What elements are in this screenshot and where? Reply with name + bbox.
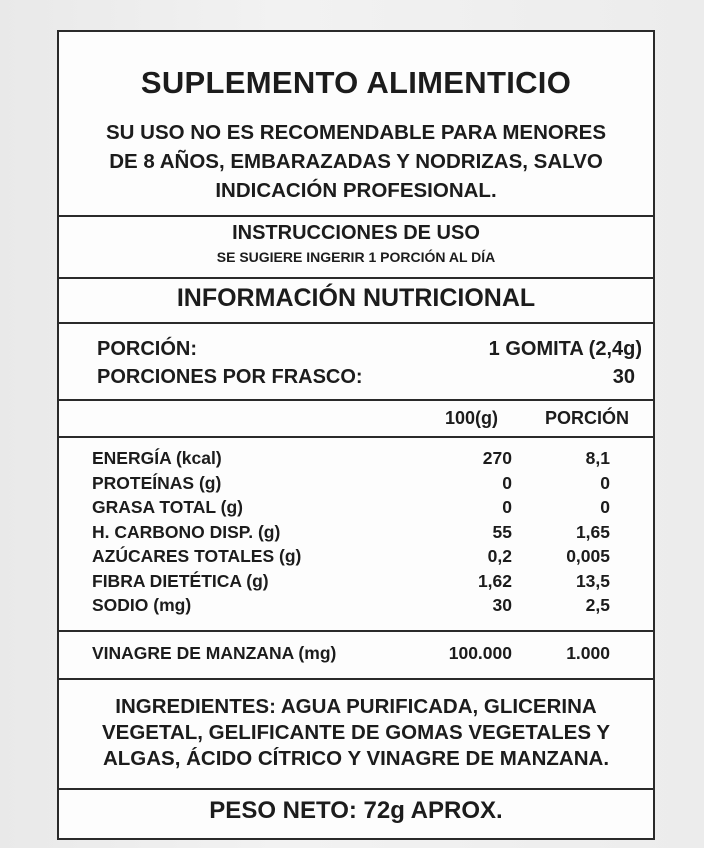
nutrition-row xyxy=(59,522,653,546)
servings-label: PORCIONES POR FRASCO: xyxy=(97,366,363,388)
nutrient-value-100g: 30 xyxy=(492,595,512,615)
nutrient-value-portion: 2,5 xyxy=(585,595,610,615)
portion-label: PORCIÓN: xyxy=(97,338,197,360)
nutrient-label: AZÚCARES TOTALES (g) xyxy=(92,546,302,566)
nutrient-value-portion: 0 xyxy=(600,472,610,493)
nutrient-value-100g: 270 xyxy=(482,448,512,468)
nutrition-row xyxy=(59,546,653,570)
instructions-section xyxy=(59,215,653,279)
portion-value: 1 GOMITA (2,4g) xyxy=(488,338,642,360)
nutrient-label: H. CARBONO DISP. (g) xyxy=(92,521,281,542)
nutrient-label: ENERGÍA (kcal) xyxy=(92,448,222,468)
column-header-row xyxy=(59,399,653,438)
nutrient-label: GRASA TOTAL (g) xyxy=(92,497,244,517)
nutrient-value-100g: 1,62 xyxy=(477,570,512,591)
nutrient-value-portion: 13,5 xyxy=(575,570,610,591)
nutrient-label: FIBRA DIETÉTICA (g) xyxy=(92,570,269,591)
ingredients-section xyxy=(59,678,653,790)
nutrient-value-portion: 1,65 xyxy=(575,521,610,542)
nutrient-value-portion: 8,1 xyxy=(585,448,610,468)
vinegar-value-portion: 1.000 xyxy=(566,643,610,663)
label-title: SUPLEMENTO ALIMENTICIO xyxy=(140,65,572,100)
instructions-heading: INSTRUCCIONES DE USO xyxy=(232,222,480,244)
nutrition-table xyxy=(59,436,653,632)
nutrition-row xyxy=(59,448,653,472)
nutrient-label: PROTEÍNAS (g) xyxy=(92,472,222,493)
nutrient-label: SODIO (mg) xyxy=(92,595,192,615)
warning-text: SU USO NO ES RECOMENDABLE PARA MENORES DE 8 AÑOS, EMBARAZADAS Y NODRIZAS, SALVO INDICACIÓN PROFESIONAL. xyxy=(105,121,607,202)
nutrition-heading: INFORMACIÓN NUTRICIONAL xyxy=(176,284,536,312)
column-header-portion: PORCIÓN xyxy=(545,408,630,428)
portion-section xyxy=(59,322,653,401)
title-section xyxy=(59,32,653,217)
nutrient-value-100g: 0 xyxy=(502,497,512,517)
vinegar-row xyxy=(59,630,653,680)
nutrient-value-100g: 55 xyxy=(492,521,512,542)
nutrition-row xyxy=(59,473,653,497)
nutrient-value-100g: 0 xyxy=(502,472,512,493)
ingredients-text: INGREDIENTES: AGUA PURIFICADA, GLICERINA VEGETAL, GELIFICANTE DE GOMAS VEGETALES Y ALGAS, ÁCIDO CÍTRICO Y VINAGRE DE MANZANA. xyxy=(102,695,610,770)
column-header-100g: 100(g) xyxy=(445,408,499,428)
vinegar-value-100g: 100.000 xyxy=(448,643,512,663)
nutrition-row xyxy=(59,595,653,619)
nutrition-row xyxy=(59,571,653,595)
nutrient-value-portion: 0 xyxy=(600,497,610,517)
nutrition-heading-section xyxy=(59,277,653,324)
servings-value: 30 xyxy=(612,366,635,388)
net-weight-section xyxy=(59,788,653,848)
nutrition-row xyxy=(59,497,653,521)
nutrient-value-portion: 0,005 xyxy=(566,546,610,566)
net-weight: PESO NETO: 72g APROX. xyxy=(209,797,503,824)
nutrient-value-100g: 0,2 xyxy=(487,546,512,566)
supplement-label xyxy=(57,30,655,840)
vinegar-label: VINAGRE DE MANZANA (mg) xyxy=(92,643,337,663)
instructions-text: SE SUGIERE INGERIR 1 PORCIÓN AL DÍA xyxy=(216,249,496,265)
